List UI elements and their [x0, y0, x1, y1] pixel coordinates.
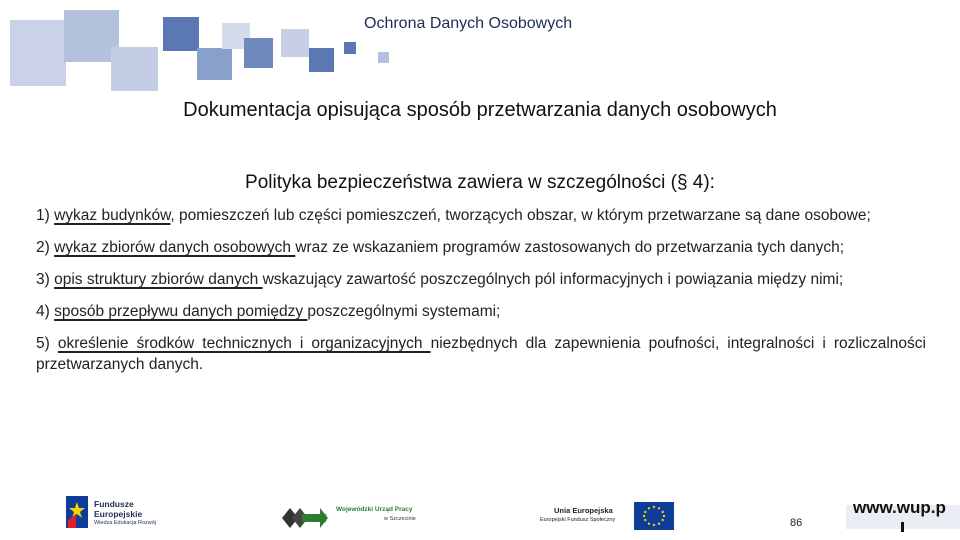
- list-item: [36, 333, 926, 375]
- item-prefix: 4): [36, 303, 55, 320]
- list-item: [36, 301, 926, 322]
- wup-line1: Wojewódzki Urząd Pracy: [336, 506, 413, 513]
- item-text: wskazujący zawartość poszczególnych pól informacyjnych i powiązania między nimi;: [262, 271, 844, 288]
- deco-square: [197, 48, 232, 80]
- item-prefix: 1): [36, 207, 55, 224]
- list-item: [36, 205, 926, 226]
- deco-square: [281, 29, 309, 57]
- list-item: [36, 269, 926, 290]
- item-underlined-text: wykaz budynków: [54, 207, 171, 224]
- section-subtitle: Polityka bezpieczeństwa zawiera w szczególności (§ 4):: [245, 172, 715, 193]
- item-text: wraz ze wskazaniem programów zastosowanych do przetwarzania tych danych;: [295, 239, 845, 256]
- item-text: , pomieszczeń lub części pomieszczeń, tworzących obszar, w którym przetwarzane są dane osobowe;: [170, 207, 871, 224]
- eu-logo: [536, 500, 676, 532]
- deco-square: [10, 20, 66, 86]
- item-underlined-text: określenie środków technicznych i organizacyjnych: [57, 335, 431, 352]
- fe-line2: Europejskie: [94, 509, 143, 519]
- item-prefix: 5): [36, 335, 58, 352]
- wup-logo: [280, 500, 430, 530]
- wup-line2: w Szczecinie: [384, 516, 416, 522]
- fundusze-europejskie-logo: [66, 494, 176, 530]
- url-bar-mark: [901, 522, 904, 532]
- eu-line1: Unia Europejska: [554, 506, 613, 515]
- deco-square: [163, 17, 199, 51]
- deco-square: [309, 48, 334, 72]
- eu-flag-icon: [634, 502, 674, 530]
- item-prefix: 3): [36, 271, 55, 288]
- header-title: Ochrona Danych Osobowych: [364, 15, 573, 32]
- fe-line3: Wiedza Edukacja Rozwój: [94, 520, 157, 526]
- item-text: poszczególnymi systemami;: [307, 303, 501, 320]
- policy-items-list: [36, 205, 926, 386]
- item-text: niezbędnych dla zapewnienia poufności, integralności i rozliczalności przetwarzanych danych.: [36, 335, 926, 373]
- item-underlined-text: wykaz zbiorów danych osobowych: [54, 239, 296, 256]
- website-url[interactable]: www.wup.p: [853, 498, 946, 517]
- deco-square: [344, 42, 356, 54]
- fe-star-icon: [66, 494, 90, 530]
- item-underlined-text: opis struktury zbiorów danych: [54, 271, 263, 288]
- list-item: [36, 237, 926, 258]
- wup-emblem-icon: [280, 500, 330, 530]
- page-title: Dokumentacja opisująca sposób przetwarzania danych osobowych: [183, 99, 777, 121]
- deco-square: [111, 47, 158, 91]
- item-underlined-text: sposób przepływu danych pomiędzy: [54, 303, 308, 320]
- deco-square: [378, 52, 389, 63]
- deco-square: [244, 38, 273, 68]
- page-number: 86: [790, 517, 803, 529]
- fe-line1: Fundusze: [94, 499, 134, 509]
- item-prefix: 2): [36, 239, 55, 256]
- eu-line2: Europejski Fundusz Społeczny: [540, 517, 616, 523]
